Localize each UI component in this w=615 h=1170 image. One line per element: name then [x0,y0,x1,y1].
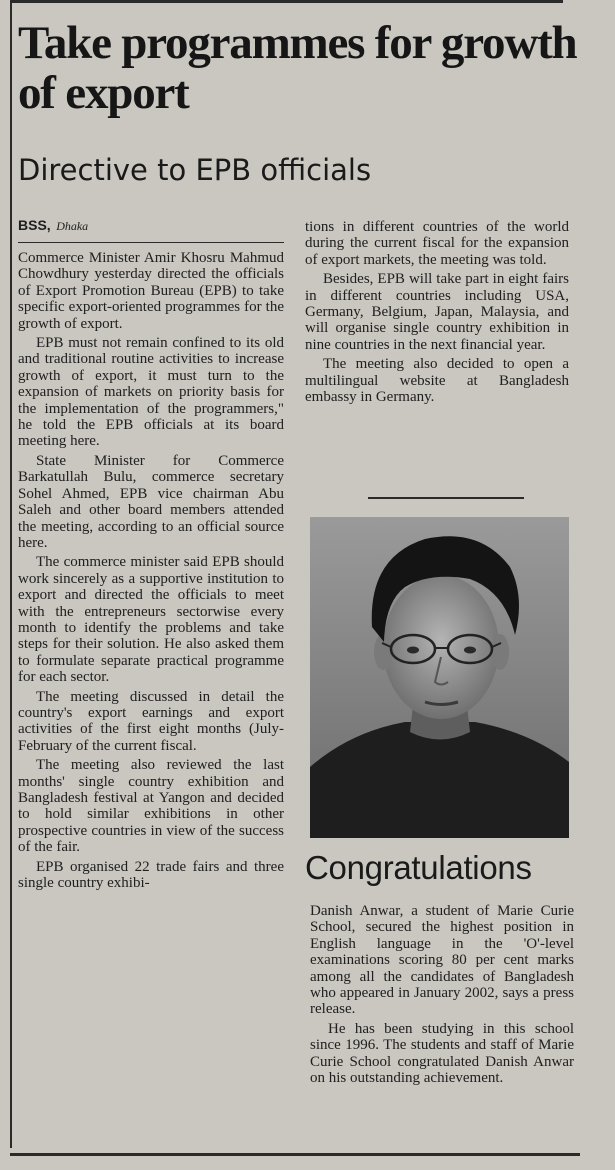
byline-agency: BSS, [18,217,51,233]
left-column-rule [10,0,12,1148]
congratulations-body [310,903,574,1086]
article-paragraph: The meeting discussed in detail the country's export earnings and export activities of the first eight months (July-February of the current fiscal. [18,688,284,754]
article-paragraph: The commerce minister said EPB should work sincerely as a supportive institution to export and directed the officials to meet with the entrepreneurs sectorwise every month to identify the problems and take steps for their solution. He also asked them to formulate separate practical programme for each sector. [18,554,284,686]
congratulations-paragraph: Danish Anwar, a student of Marie Curie School, secured the highest position in English language in the 'O'-level examinations scoring 80 per cent marks among all the candidates of Bangladesh who appeared in January 2002, says a press release. [310,903,574,1018]
article-paragraph: Besides, EPB will take part in eight fairs in different countries including USA, Germany, Belgium, Japan, Malaysia, and will organise single country exhibition in nine countries in the next financial year. [305,271,569,353]
bottom-rule [10,1153,580,1156]
congratulations-paragraph: He has been studying in this school since 1996. The students and staff of Marie Curie School congratulated Danish Anwar on his outstanding achievement. [310,1020,574,1087]
article-paragraph: Commerce Minister Amir Khosru Mahmud Chowdhury yesterday directed the officials of Export Promotion Bureau (EPB) to take specific export-oriented programmes for the growth of export. [18,250,284,332]
article-headline: Take programmes for growth of export [18,17,577,119]
article-paragraph: The meeting also decided to open a multilingual website at Bangladesh embassy in Germany. [305,356,569,406]
article-end-rule [368,497,524,499]
byline [18,216,284,243]
article-subheadline: Directive to EPB officials [18,153,372,187]
byline-place: Dhaka [56,219,89,233]
top-rule [10,0,563,3]
article-paragraph: tions in different countries of the world during the current fiscal for the expansion of export markets, the meeting was told. [305,219,569,268]
portrait-photo [310,517,569,838]
article-paragraph: EPB must not remain confined to its old and traditional routine activities to increase growth of export, it must turn to the expansion of markets on priority basis for the implementation of the programmers," he told the EPB officials at its board meeting here. [18,335,284,450]
article-column-right [305,219,569,405]
portrait-image [310,517,569,838]
article-paragraph: State Minister for Commerce Barkatullah Bulu, commerce secretary Sohel Ahmed, EPB vice chairman Abu Saleh and other board members attended the meeting, according to an official source here. [18,452,284,551]
article-paragraph: EPB organised 22 trade fairs and three single country exhibi- [18,858,284,892]
congratulations-title: Congratulations [305,849,532,886]
article-paragraph: The meeting also reviewed the last months' single country exhibition and Bangladesh festival at Yangon and decided to hold similar exhibitions in other prospective countries in view of the success of the fair. [18,757,284,856]
article-column-left [18,250,284,891]
